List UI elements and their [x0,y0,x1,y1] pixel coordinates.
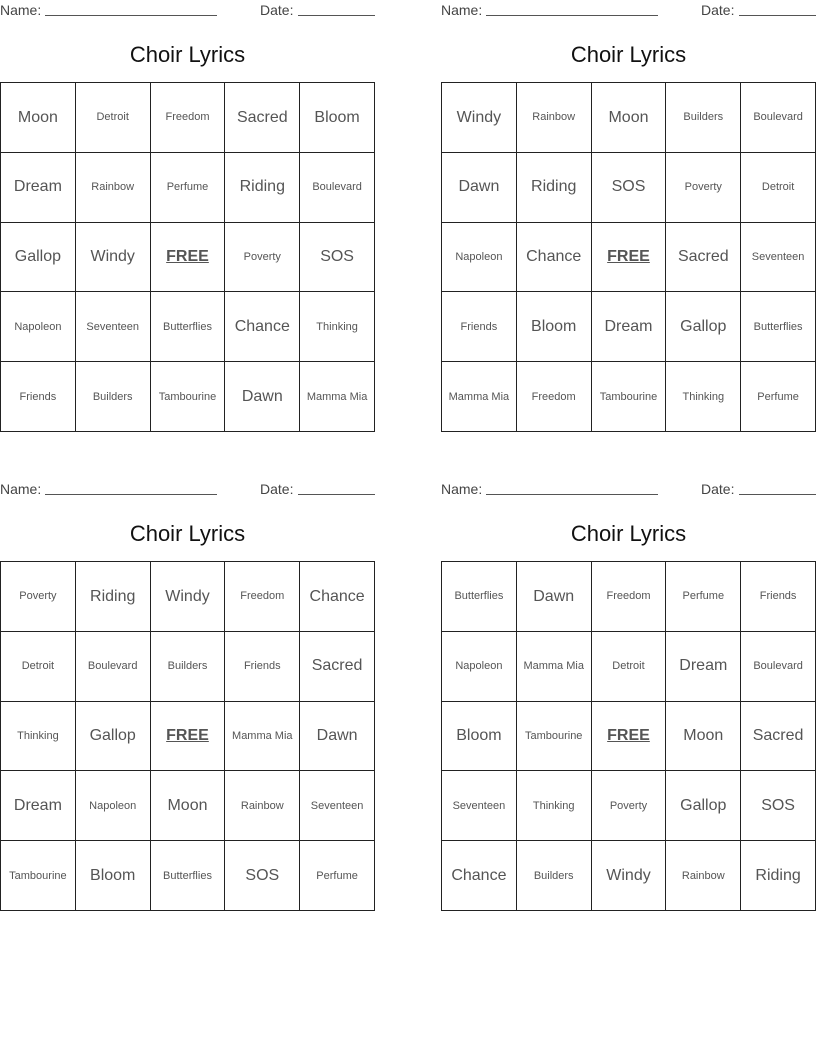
bingo-card-2 [441,0,816,432]
bingo-cell: Builders [517,841,592,911]
bingo-cell: Boulevard [76,632,151,702]
bingo-cell: Riding [225,153,300,223]
date-label: Date: [260,481,294,497]
free-space-cell: FREE [151,223,226,293]
bingo-cell: Bloom [517,292,592,362]
bingo-cell: Friends [1,362,76,432]
bingo-cell: Builders [76,362,151,432]
bingo-cell: Freedom [151,83,226,153]
bingo-cell: Tambourine [151,362,226,432]
bingo-grid [441,82,816,432]
bingo-cell: Dawn [225,362,300,432]
free-space-cell: FREE [592,702,667,772]
free-space-cell: FREE [151,702,226,772]
date-blank-line [298,494,375,495]
bingo-cell: Poverty [666,153,741,223]
bingo-cell: Napoleon [76,771,151,841]
bingo-cell: Chance [225,292,300,362]
bingo-cell: Poverty [1,562,76,632]
bingo-cell: Bloom [300,83,375,153]
bingo-cell: Sacred [300,632,375,702]
bingo-cell: Chance [442,841,517,911]
bingo-cell: Butterflies [741,292,816,362]
bingo-cell: Butterflies [151,841,226,911]
bingo-cell: Tambourine [1,841,76,911]
bingo-card-1 [0,0,375,432]
bingo-cell: Thinking [517,771,592,841]
bingo-cell: Mamma Mia [225,702,300,772]
bingo-cell: Dawn [517,562,592,632]
bingo-cell: Moon [666,702,741,772]
bingo-cell: Builders [666,83,741,153]
date-blank-line [739,15,816,16]
name-label: Name: [441,481,483,497]
date-label: Date: [260,2,294,18]
bingo-cell: Dream [666,632,741,702]
date-blank-line [739,494,816,495]
bingo-cell: Friends [442,292,517,362]
bingo-cell: Freedom [225,562,300,632]
bingo-grid [441,561,816,911]
card-title: Choir Lyrics [129,42,246,67]
bingo-cell: Tambourine [592,362,667,432]
name-label: Name: [0,2,42,18]
name-blank-line [486,15,658,16]
bingo-cell: Napoleon [442,223,517,293]
bingo-cell: Chance [300,562,375,632]
card-title: Choir Lyrics [570,521,687,546]
bingo-cell: Rainbow [517,83,592,153]
bingo-cell: Gallop [666,771,741,841]
bingo-cell: Rainbow [666,841,741,911]
bingo-cell: Mamma Mia [300,362,375,432]
bingo-cell: Boulevard [300,153,375,223]
date-blank-line [298,15,375,16]
bingo-cell: Sacred [666,223,741,293]
bingo-cell: Windy [442,83,517,153]
bingo-cell: Perfume [300,841,375,911]
bingo-cell: Riding [517,153,592,223]
bingo-cell: Moon [151,771,226,841]
bingo-cell: Moon [592,83,667,153]
card-header [441,481,816,499]
bingo-cell: Seventeen [442,771,517,841]
card-header [441,2,816,20]
name-label: Name: [441,2,483,18]
bingo-cell: Windy [76,223,151,293]
bingo-cell: Tambourine [517,702,592,772]
bingo-cell: Riding [76,562,151,632]
bingo-cell: Mamma Mia [442,362,517,432]
bingo-cell: Napoleon [1,292,76,362]
bingo-cell: Napoleon [442,632,517,702]
bingo-cell: Bloom [76,841,151,911]
bingo-cell: Riding [741,841,816,911]
card-header [0,2,375,20]
bingo-cell: Seventeen [300,771,375,841]
bingo-cell: SOS [741,771,816,841]
name-blank-line [486,494,658,495]
bingo-cell: Rainbow [225,771,300,841]
bingo-cell: Perfume [741,362,816,432]
bingo-cell: Freedom [517,362,592,432]
bingo-cell: Poverty [592,771,667,841]
bingo-cell: Seventeen [76,292,151,362]
bingo-grid [0,561,375,911]
bingo-cell: Builders [151,632,226,702]
bingo-cell: Gallop [76,702,151,772]
bingo-cell: Thinking [300,292,375,362]
bingo-cell: SOS [225,841,300,911]
bingo-cell: SOS [592,153,667,223]
bingo-cell: SOS [300,223,375,293]
bingo-cell: Mamma Mia [517,632,592,702]
bingo-cell: Thinking [1,702,76,772]
bingo-cell: Detroit [741,153,816,223]
bingo-cell: Butterflies [442,562,517,632]
bingo-cell: Moon [1,83,76,153]
name-label: Name: [0,481,42,497]
free-space-cell: FREE [592,223,667,293]
date-label: Date: [701,481,735,497]
bingo-cell: Sacred [741,702,816,772]
name-blank-line [45,15,217,16]
bingo-cell: Dream [592,292,667,362]
bingo-cell: Freedom [592,562,667,632]
bingo-cell: Windy [592,841,667,911]
bingo-cell: Butterflies [151,292,226,362]
bingo-cell: Friends [225,632,300,702]
bingo-cell: Poverty [225,223,300,293]
bingo-cell: Boulevard [741,83,816,153]
bingo-cell: Windy [151,562,226,632]
bingo-cell: Seventeen [741,223,816,293]
bingo-cell: Detroit [76,83,151,153]
bingo-cell: Dream [1,771,76,841]
bingo-cell: Bloom [442,702,517,772]
bingo-cell: Perfume [666,562,741,632]
bingo-cell: Detroit [592,632,667,702]
name-blank-line [45,494,217,495]
bingo-cell: Chance [517,223,592,293]
bingo-card-3 [0,479,375,911]
bingo-cell: Rainbow [76,153,151,223]
bingo-cell: Gallop [1,223,76,293]
date-label: Date: [701,2,735,18]
bingo-cell: Gallop [666,292,741,362]
bingo-card-4 [441,479,816,911]
card-title: Choir Lyrics [570,42,687,67]
bingo-cell: Perfume [151,153,226,223]
card-title: Choir Lyrics [129,521,246,546]
bingo-cell: Thinking [666,362,741,432]
bingo-cell: Sacred [225,83,300,153]
card-header [0,481,375,499]
bingo-cell: Boulevard [741,632,816,702]
bingo-cell: Dream [1,153,76,223]
bingo-cell: Dawn [300,702,375,772]
bingo-cell: Friends [741,562,816,632]
bingo-grid [0,82,375,432]
bingo-cell: Detroit [1,632,76,702]
bingo-cell: Dawn [442,153,517,223]
